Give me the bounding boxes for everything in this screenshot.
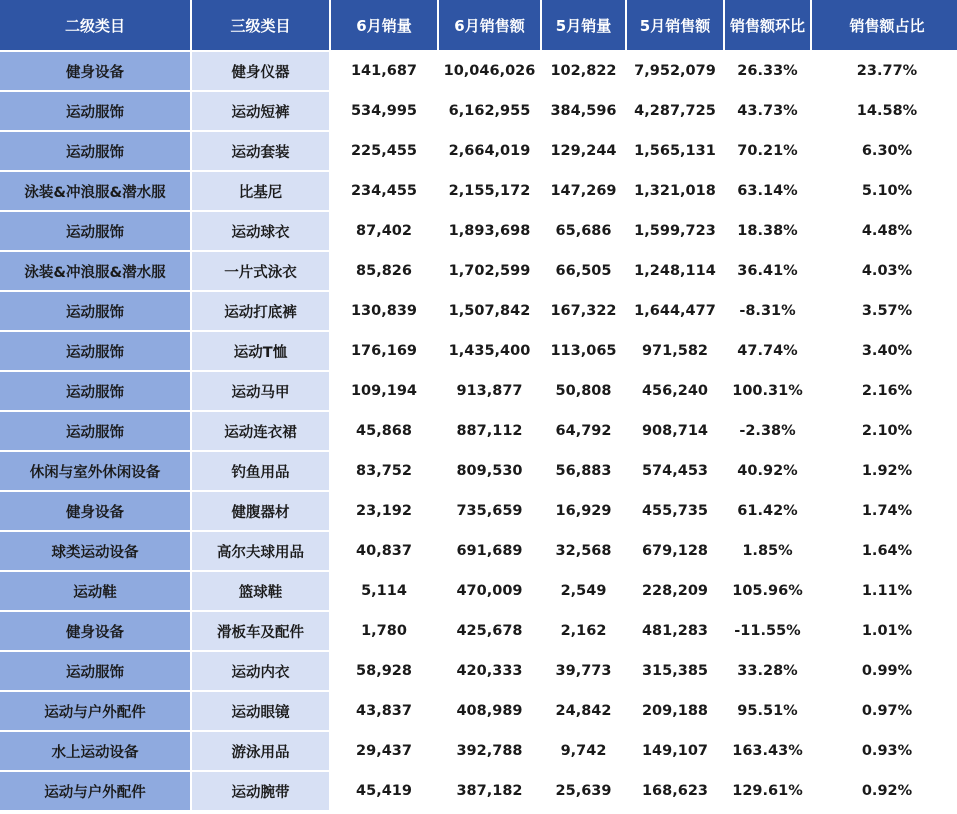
- cell-june-sales: 470,009: [439, 572, 540, 610]
- cell-category: 运动服饰: [0, 652, 190, 690]
- cell-june-sales: 1,893,698: [439, 212, 540, 250]
- cell-june-qty: 234,455: [331, 172, 437, 210]
- cell-share: 5.10%: [812, 172, 957, 210]
- cell-may-sales: 971,582: [627, 332, 723, 370]
- header-cell-june-sales: 6月销售额: [439, 0, 540, 50]
- table-row: [0, 612, 957, 650]
- cell-june-qty: 43,837: [331, 692, 437, 730]
- cell-may-sales: 168,623: [627, 772, 723, 810]
- cell-category: 休闲与室外休闲设备: [0, 452, 190, 490]
- table-row: [0, 412, 957, 450]
- cell-subcategory: 比基尼: [192, 172, 329, 210]
- cell-mom: 36.41%: [725, 252, 810, 290]
- cell-category: 运动与户外配件: [0, 772, 190, 810]
- cell-may-qty: 64,792: [542, 412, 625, 450]
- cell-mom: 43.73%: [725, 92, 810, 130]
- cell-subcategory: 游泳用品: [192, 732, 329, 770]
- cell-subcategory: 运动套装: [192, 132, 329, 170]
- cell-mom: -11.55%: [725, 612, 810, 650]
- cell-subcategory: 滑板车及配件: [192, 612, 329, 650]
- cell-may-qty: 25,639: [542, 772, 625, 810]
- cell-june-qty: 130,839: [331, 292, 437, 330]
- cell-may-qty: 16,929: [542, 492, 625, 530]
- cell-subcategory: 篮球鞋: [192, 572, 329, 610]
- header-cell-may-qty: 5月销量: [542, 0, 625, 50]
- table-row: [0, 652, 957, 690]
- cell-mom: 61.42%: [725, 492, 810, 530]
- cell-mom: -8.31%: [725, 292, 810, 330]
- cell-may-qty: 129,244: [542, 132, 625, 170]
- cell-mom: -2.38%: [725, 412, 810, 450]
- table-row: [0, 372, 957, 410]
- cell-june-sales: 1,435,400: [439, 332, 540, 370]
- table-row: [0, 212, 957, 250]
- cell-mom: 18.38%: [725, 212, 810, 250]
- cell-may-sales: 7,952,079: [627, 52, 723, 90]
- cell-june-sales: 1,507,842: [439, 292, 540, 330]
- cell-may-qty: 9,742: [542, 732, 625, 770]
- cell-share: 2.10%: [812, 412, 957, 450]
- cell-june-sales: 2,664,019: [439, 132, 540, 170]
- cell-subcategory: 运动眼镜: [192, 692, 329, 730]
- cell-june-qty: 85,826: [331, 252, 437, 290]
- cell-june-qty: 5,114: [331, 572, 437, 610]
- cell-share: 1.64%: [812, 532, 957, 570]
- cell-category: 球类运动设备: [0, 532, 190, 570]
- cell-june-qty: 45,419: [331, 772, 437, 810]
- cell-june-qty: 176,169: [331, 332, 437, 370]
- cell-mom: 63.14%: [725, 172, 810, 210]
- cell-may-sales: 1,565,131: [627, 132, 723, 170]
- cell-category: 运动服饰: [0, 332, 190, 370]
- cell-june-qty: 87,402: [331, 212, 437, 250]
- cell-share: 3.40%: [812, 332, 957, 370]
- cell-mom: 129.61%: [725, 772, 810, 810]
- header-cell-may-sales: 5月销售额: [627, 0, 723, 50]
- cell-mom: 33.28%: [725, 652, 810, 690]
- cell-mom: 95.51%: [725, 692, 810, 730]
- cell-share: 1.92%: [812, 452, 957, 490]
- cell-category: 运动服饰: [0, 372, 190, 410]
- cell-may-qty: 65,686: [542, 212, 625, 250]
- cell-category: 运动服饰: [0, 132, 190, 170]
- cell-category: 泳装&冲浪服&潜水服: [0, 252, 190, 290]
- table-row: [0, 172, 957, 210]
- cell-june-qty: 29,437: [331, 732, 437, 770]
- cell-june-sales: 809,530: [439, 452, 540, 490]
- cell-may-sales: 481,283: [627, 612, 723, 650]
- cell-share: 6.30%: [812, 132, 957, 170]
- cell-subcategory: 高尔夫球用品: [192, 532, 329, 570]
- cell-may-sales: 455,735: [627, 492, 723, 530]
- cell-june-qty: 40,837: [331, 532, 437, 570]
- cell-june-qty: 225,455: [331, 132, 437, 170]
- cell-june-qty: 1,780: [331, 612, 437, 650]
- cell-may-sales: 315,385: [627, 652, 723, 690]
- table-row: [0, 332, 957, 370]
- cell-subcategory: 运动球衣: [192, 212, 329, 250]
- header-cell-subcategory: 三级类目: [192, 0, 329, 50]
- cell-june-qty: 534,995: [331, 92, 437, 130]
- table-row: [0, 292, 957, 330]
- table-row: [0, 772, 957, 810]
- cell-category: 运动服饰: [0, 212, 190, 250]
- cell-may-qty: 102,822: [542, 52, 625, 90]
- cell-may-sales: 4,287,725: [627, 92, 723, 130]
- header-row: [0, 0, 957, 50]
- cell-june-sales: 887,112: [439, 412, 540, 450]
- table-body: [0, 52, 957, 810]
- cell-june-sales: 735,659: [439, 492, 540, 530]
- cell-subcategory: 运动短裤: [192, 92, 329, 130]
- table-row: [0, 532, 957, 570]
- cell-may-qty: 384,596: [542, 92, 625, 130]
- cell-june-sales: 10,046,026: [439, 52, 540, 90]
- cell-mom: 1.85%: [725, 532, 810, 570]
- cell-category: 运动服饰: [0, 92, 190, 130]
- cell-subcategory: 运动内衣: [192, 652, 329, 690]
- cell-mom: 105.96%: [725, 572, 810, 610]
- header-cell-june-qty: 6月销量: [331, 0, 437, 50]
- cell-june-sales: 392,788: [439, 732, 540, 770]
- table-row: [0, 252, 957, 290]
- cell-may-sales: 908,714: [627, 412, 723, 450]
- cell-may-sales: 1,321,018: [627, 172, 723, 210]
- cell-may-sales: 228,209: [627, 572, 723, 610]
- table-row: [0, 732, 957, 770]
- cell-june-sales: 1,702,599: [439, 252, 540, 290]
- cell-category: 健身设备: [0, 612, 190, 650]
- table-row: [0, 572, 957, 610]
- cell-june-sales: 425,678: [439, 612, 540, 650]
- cell-category: 运动鞋: [0, 572, 190, 610]
- cell-share: 3.57%: [812, 292, 957, 330]
- header-cell-share: 销售额占比: [812, 0, 957, 50]
- table-row: [0, 132, 957, 170]
- cell-may-qty: 2,162: [542, 612, 625, 650]
- cell-share: 1.11%: [812, 572, 957, 610]
- cell-category: 水上运动设备: [0, 732, 190, 770]
- header-cell-mom: 销售额环比: [725, 0, 810, 50]
- cell-mom: 40.92%: [725, 452, 810, 490]
- cell-june-sales: 387,182: [439, 772, 540, 810]
- cell-june-sales: 2,155,172: [439, 172, 540, 210]
- cell-share: 14.58%: [812, 92, 957, 130]
- cell-june-sales: 913,877: [439, 372, 540, 410]
- cell-may-sales: 456,240: [627, 372, 723, 410]
- cell-share: 0.92%: [812, 772, 957, 810]
- cell-subcategory: 一片式泳衣: [192, 252, 329, 290]
- cell-share: 4.48%: [812, 212, 957, 250]
- table-row: [0, 52, 957, 90]
- cell-category: 运动服饰: [0, 412, 190, 450]
- cell-mom: 163.43%: [725, 732, 810, 770]
- cell-june-qty: 109,194: [331, 372, 437, 410]
- table-row: [0, 92, 957, 130]
- cell-june-sales: 6,162,955: [439, 92, 540, 130]
- table-row: [0, 492, 957, 530]
- cell-june-sales: 691,689: [439, 532, 540, 570]
- cell-may-qty: 56,883: [542, 452, 625, 490]
- cell-june-qty: 23,192: [331, 492, 437, 530]
- cell-june-sales: 420,333: [439, 652, 540, 690]
- cell-mom: 100.31%: [725, 372, 810, 410]
- cell-category: 运动与户外配件: [0, 692, 190, 730]
- cell-share: 0.99%: [812, 652, 957, 690]
- cell-may-qty: 2,549: [542, 572, 625, 610]
- cell-may-qty: 66,505: [542, 252, 625, 290]
- cell-subcategory: 运动连衣裙: [192, 412, 329, 450]
- cell-may-qty: 50,808: [542, 372, 625, 410]
- cell-june-qty: 141,687: [331, 52, 437, 90]
- cell-june-sales: 408,989: [439, 692, 540, 730]
- cell-subcategory: 健腹器材: [192, 492, 329, 530]
- cell-share: 1.74%: [812, 492, 957, 530]
- cell-subcategory: 运动T恤: [192, 332, 329, 370]
- cell-may-sales: 149,107: [627, 732, 723, 770]
- cell-category: 健身设备: [0, 52, 190, 90]
- cell-category: 健身设备: [0, 492, 190, 530]
- cell-may-qty: 39,773: [542, 652, 625, 690]
- cell-may-sales: 679,128: [627, 532, 723, 570]
- cell-may-sales: 574,453: [627, 452, 723, 490]
- cell-may-qty: 167,322: [542, 292, 625, 330]
- cell-subcategory: 运动腕带: [192, 772, 329, 810]
- cell-category: 运动服饰: [0, 292, 190, 330]
- cell-share: 0.97%: [812, 692, 957, 730]
- cell-share: 4.03%: [812, 252, 957, 290]
- table-row: [0, 452, 957, 490]
- cell-may-sales: 1,248,114: [627, 252, 723, 290]
- cell-subcategory: 运动打底裤: [192, 292, 329, 330]
- cell-may-sales: 1,599,723: [627, 212, 723, 250]
- cell-may-qty: 113,065: [542, 332, 625, 370]
- cell-share: 23.77%: [812, 52, 957, 90]
- header-cell-category: 二级类目: [0, 0, 190, 50]
- cell-mom: 47.74%: [725, 332, 810, 370]
- cell-subcategory: 健身仪器: [192, 52, 329, 90]
- cell-may-qty: 147,269: [542, 172, 625, 210]
- cell-may-sales: 1,644,477: [627, 292, 723, 330]
- cell-subcategory: 钓鱼用品: [192, 452, 329, 490]
- cell-share: 1.01%: [812, 612, 957, 650]
- cell-may-sales: 209,188: [627, 692, 723, 730]
- cell-mom: 70.21%: [725, 132, 810, 170]
- cell-june-qty: 58,928: [331, 652, 437, 690]
- cell-subcategory: 运动马甲: [192, 372, 329, 410]
- cell-june-qty: 83,752: [331, 452, 437, 490]
- table-row: [0, 692, 957, 730]
- cell-june-qty: 45,868: [331, 412, 437, 450]
- cell-category: 泳装&冲浪服&潜水服: [0, 172, 190, 210]
- cell-may-qty: 32,568: [542, 532, 625, 570]
- cell-mom: 26.33%: [725, 52, 810, 90]
- cell-may-qty: 24,842: [542, 692, 625, 730]
- cell-share: 2.16%: [812, 372, 957, 410]
- cell-share: 0.93%: [812, 732, 957, 770]
